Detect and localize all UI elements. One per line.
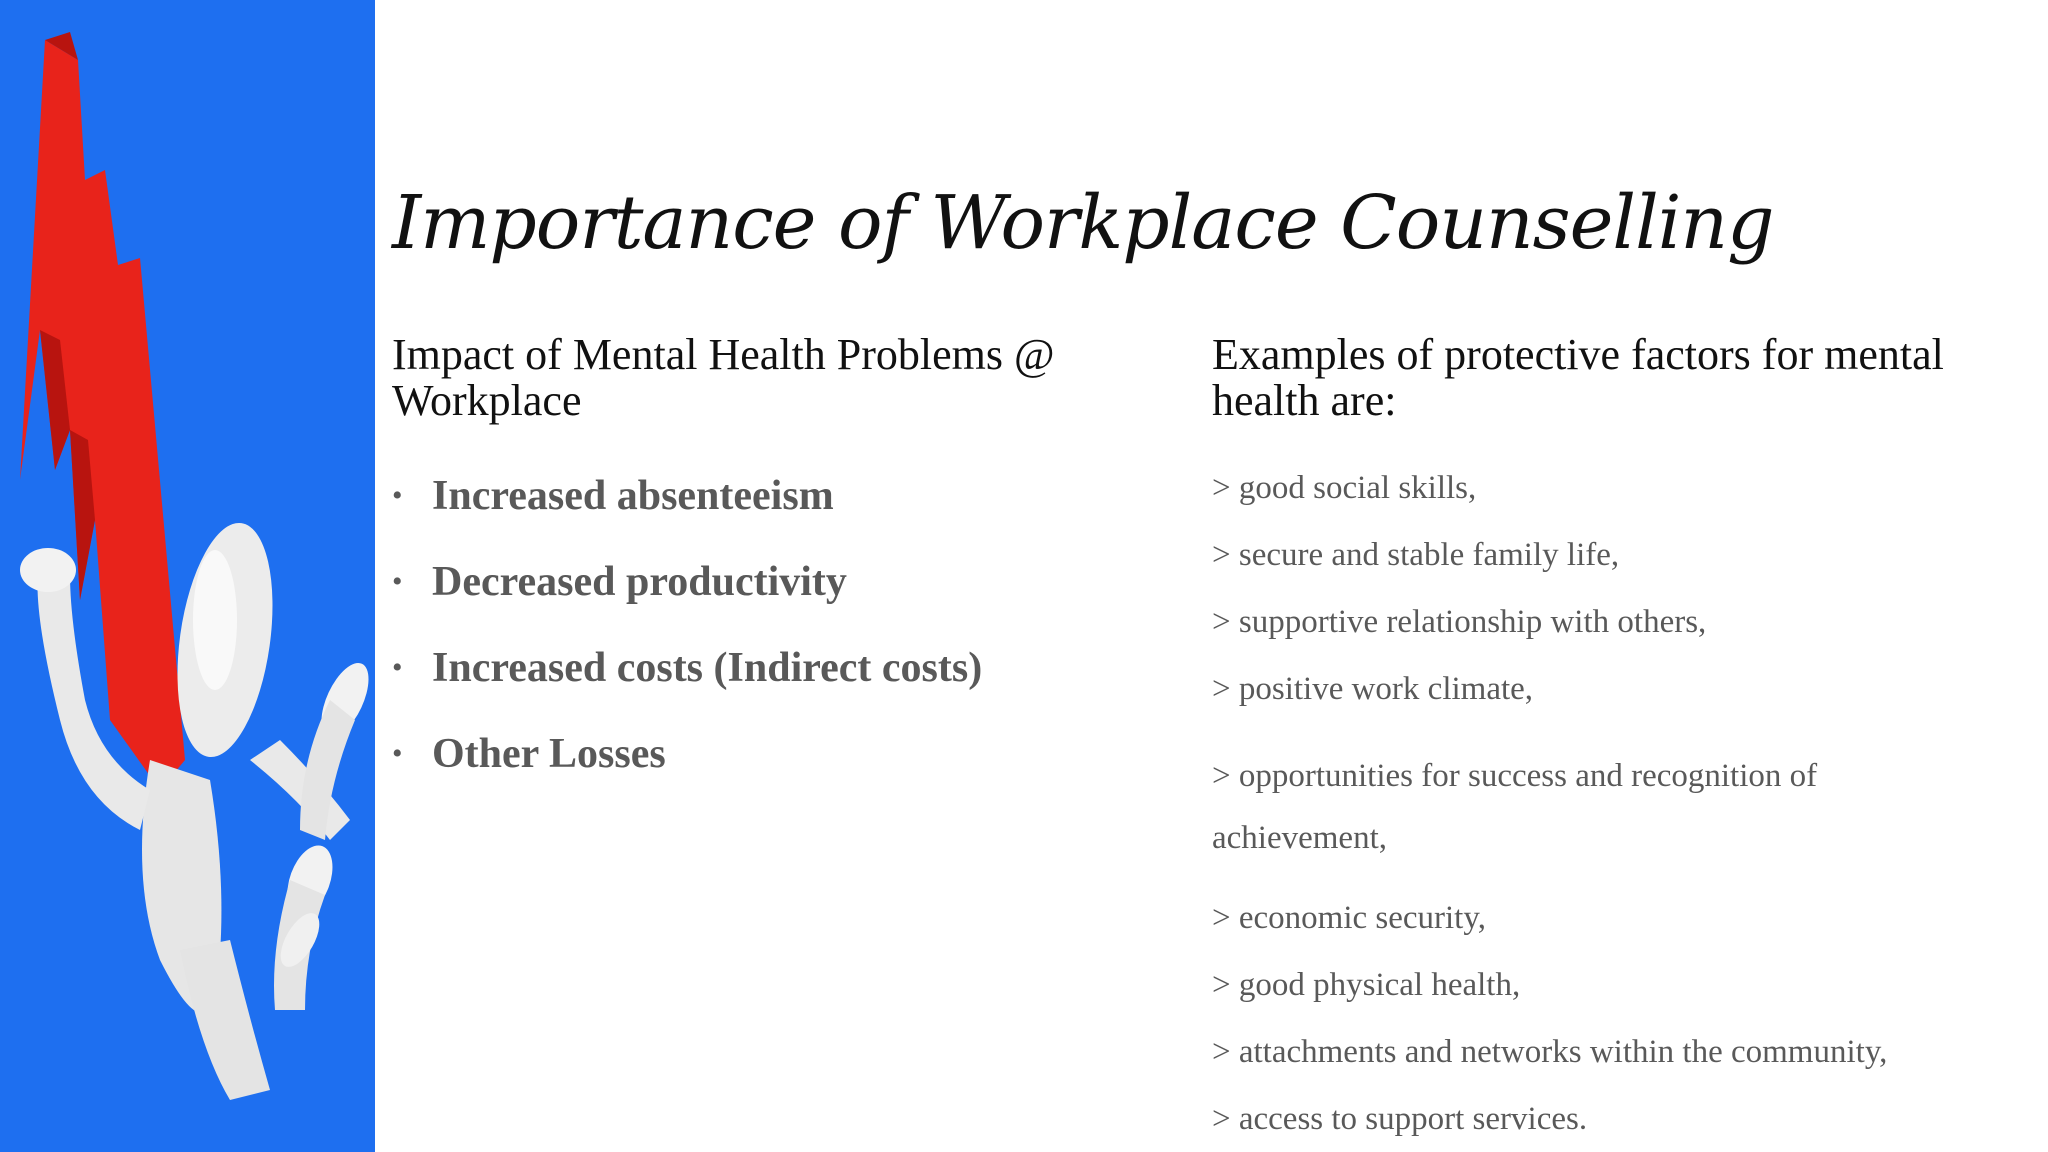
- list-item-label: Increased costs (Indirect costs): [432, 645, 983, 691]
- bullet-icon: •: [392, 651, 403, 684]
- list-item-label: Decreased productivity: [432, 559, 847, 605]
- list-item: > opportunities for success and recognition of achievement,: [1212, 758, 1818, 856]
- impact-heading: Impact of Mental Health Problems @ Workplace: [392, 330, 1055, 425]
- list-item: > supportive relationship with others,: [1212, 604, 1707, 640]
- list-item: > economic security,: [1212, 900, 1486, 936]
- list-item: [392, 642, 982, 728]
- bullet-icon: •: [392, 479, 403, 512]
- list-item: > secure and stable family life,: [1212, 537, 1620, 573]
- list-item-label: Other Losses: [432, 731, 666, 777]
- falling-figure-red-arrow-icon: [0, 0, 375, 1152]
- impact-list: [392, 470, 982, 814]
- list-item: > good social skills,: [1212, 470, 1477, 506]
- list-item: [392, 728, 982, 814]
- list-item: > good physical health,: [1212, 967, 1521, 1003]
- list-item: > attachments and networks within the community,: [1212, 1034, 1888, 1070]
- slide-title: Importance of Workplace Counselling: [392, 180, 1774, 266]
- protective-factors-heading: Examples of protective factors for mental health are:: [1212, 330, 1944, 425]
- list-item-label: Increased absenteeism: [432, 473, 834, 519]
- list-item: [392, 556, 982, 642]
- list-item: > access to support services.: [1212, 1101, 1588, 1137]
- list-item: [392, 470, 982, 556]
- bullet-icon: •: [392, 737, 403, 770]
- bullet-icon: •: [392, 565, 403, 598]
- side-image-panel: [0, 0, 375, 1152]
- list-item: > positive work climate,: [1212, 671, 1534, 707]
